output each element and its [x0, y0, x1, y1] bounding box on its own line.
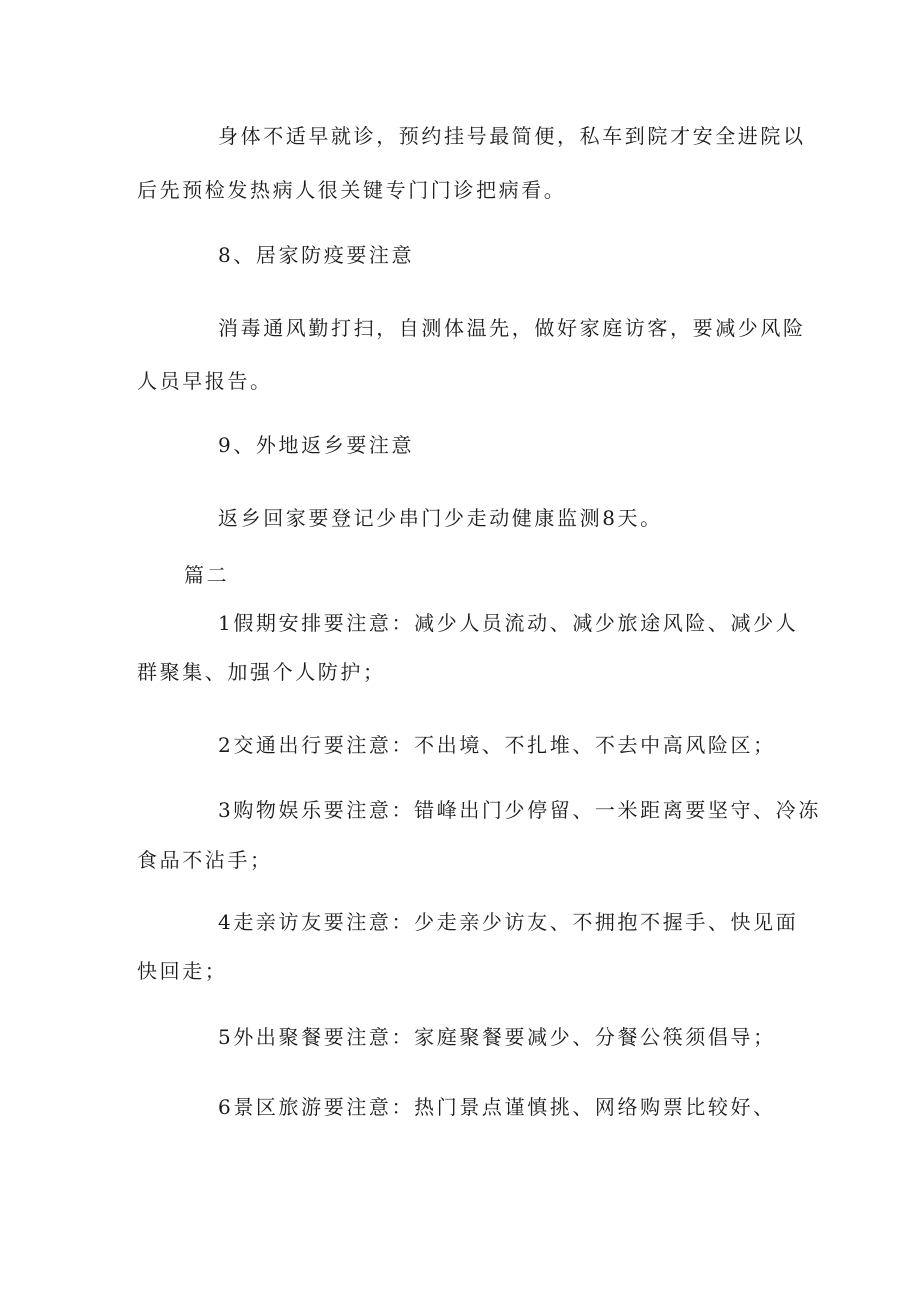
paragraph-line: 身体不适早就诊，预约挂号最简便，私车到院才安全进院以 [218, 124, 806, 148]
list-item-4-continued: 快回走； [137, 959, 228, 983]
list-item-1: 1假期安排要注意：减少人员流动、减少旅途风险、减少人 [218, 611, 799, 635]
paragraph-line: 消毒通风勤打扫，自测体温先，做好家庭访客，要减少风险 [218, 316, 806, 340]
section-title: 篇二 [184, 563, 230, 587]
list-item-3: 3购物娱乐要注意：错峰出门少停留、一米距离要坚守、冷冻 [218, 798, 821, 822]
paragraph-line: 返乡回家要登记少串门少走动健康监测8天。 [218, 506, 663, 530]
list-item-3-continued: 食品不沾手； [137, 848, 273, 872]
paragraph-line: 后先预检发热病人很关键专门门诊把病看。 [137, 178, 567, 202]
heading-item-9: 9、外地返乡要注意 [218, 433, 415, 457]
list-item-6: 6景区旅游要注意：热门景点谨慎挑、网络购票比较好、 [218, 1095, 776, 1119]
paragraph-line: 人员早报告。 [137, 369, 273, 393]
list-item-1-continued: 群聚集、加强个人防护； [137, 660, 386, 684]
list-item-5: 5外出聚餐要注意：家庭聚餐要减少、分餐公筷须倡导； [218, 1025, 776, 1049]
list-item-2: 2交通出行要注意：不出境、不扎堆、不去中高风险区； [218, 733, 776, 757]
list-item-4: 4走亲访友要注意：少走亲少访友、不拥抱不握手、快见面 [218, 910, 799, 934]
heading-item-8: 8、居家防疫要注意 [218, 243, 415, 267]
